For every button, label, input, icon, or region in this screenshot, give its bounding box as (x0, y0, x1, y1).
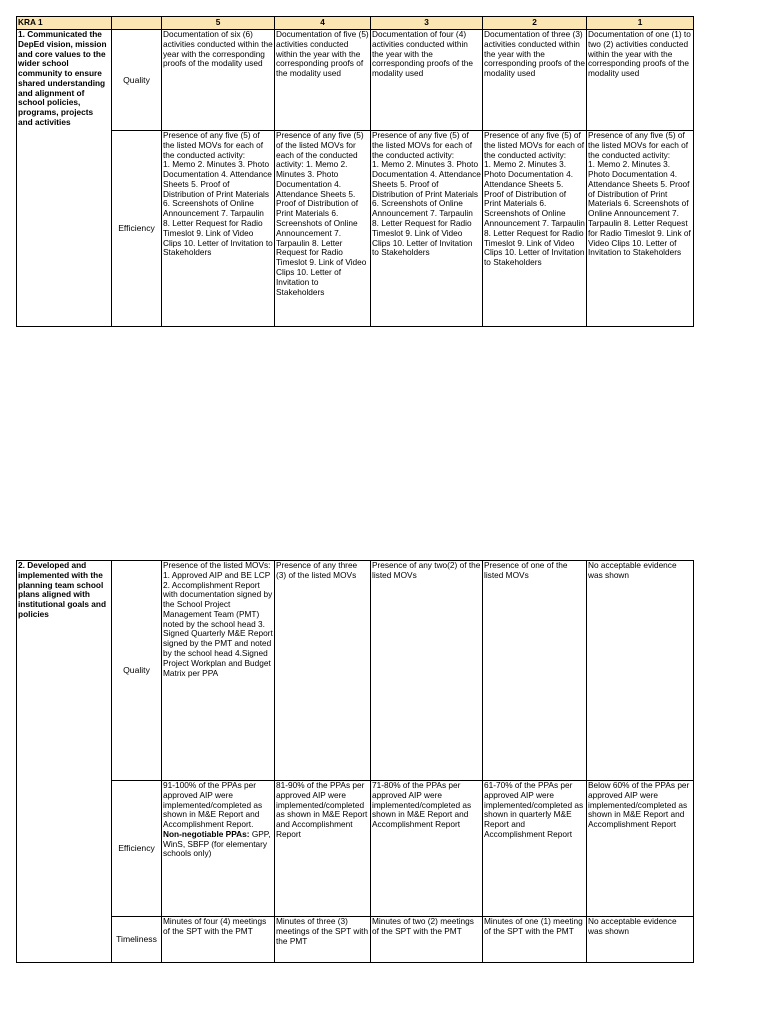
kra-label: KRA 1 (17, 17, 112, 30)
efficiency-score-4: Presence of any five (5) of the listed MOVs for each of the conducted activity: 1. Memo 2. Minutes 3. Photo Documentation 4. Attendance Sheets 5. Proof of Distribution of Print Materials 6. Screenshots of Online Announcement 7. Tarpaulin 8. Letter Request for Radio Timeslot 9. Link of Video Clips 10. Letter of Invitation to Stakeholders (275, 131, 371, 327)
dimension-timeliness: Timeliness (112, 917, 162, 963)
objective2-rubric-table (16, 560, 694, 963)
dimension-quality: Quality (112, 30, 162, 131)
quality-row (17, 30, 694, 131)
header-blank (112, 17, 162, 30)
non-negotiable-note: Non-negotiable PPAs: GPP, WinS, SBFP (for elementary schools only) (163, 828, 271, 859)
efficiency-score-3: Presence of any five (5) of the listed MOVs for each of the conducted activity: 1. Memo 2. Minutes 3. Photo Documentation 4. Attendance Sheets 5. Proof of Distribution of Print Materials 6. Screenshots of Online Announcement 7. Tarpaulin 8. Letter Request for Radio Timeslot 9. Link of Video Clips 10. Letter of Invitation to Stakeholders (371, 131, 483, 327)
efficiency-score-1: Below 60% of the PPAs per approved AIP were implemented/completed as shown in M&E Report and Accomplishment Report (587, 781, 694, 917)
efficiency-row (17, 131, 694, 327)
quality-score-5: Presence of the listed MOVs: 1. Approved AIP and BE LCP 2. Accomplishment Report with documentation signed by the School Project Management Team (PMT) noted by the school head 3. Signed Quarterly M&E Report signed by the PMT and noted by the school head 4.Signed Project Workplan and Budget Matrix per PPA (162, 561, 275, 781)
quality-score-1: Documentation of one (1) to two (2) activities conducted within the year with the corresponding proofs of the modality used (587, 30, 694, 131)
timeliness-score-1: No acceptable evidence was shown (587, 917, 694, 963)
header-row (17, 17, 694, 30)
efficiency-score-1: Presence of any five (5) of the listed MOVs for each of the conducted activity: 1. Memo 2. Minutes 3. Photo Documentation 4. Attendance Sheets 5. Proof of Distribution of Print Materials 6. Screenshots of Online Announcement 7. Tarpaulin 8. Letter Request for Radio Timeslot 9. Link of Video Clips 10. Letter of Invitation to Stakeholders (587, 131, 694, 327)
quality-score-2: Presence of one of the listed MOVs (483, 561, 587, 781)
timeliness-score-3: Minutes of two (2) meetings of the SPT with the PMT (371, 917, 483, 963)
quality-score-3: Documentation of four (4) activities conducted within the year with the corresponding proofs of the modality used (371, 30, 483, 131)
timeliness-row (17, 917, 694, 963)
score-2-header: 2 (483, 17, 587, 30)
efficiency-row (17, 781, 694, 917)
efficiency-score-2: Presence of any five (5) of the listed MOVs for each of the conducted activity: 1. Memo 2. Minutes 3. Photo Documentation 4. Attendance Sheets 5. Proof of Distribution of Print Materials 6. Screenshots of Online Announcement 7. Tarpaulin 8. Letter Request for Radio Timeslot 9. Link of Video Clips 10. Letter of Invitation to Stakeholders (483, 131, 587, 327)
quality-score-2: Documentation of three (3) activities conducted within the year with the corresponding proofs of the modality used (483, 30, 587, 131)
score-4-header: 4 (275, 17, 371, 30)
quality-score-1: No acceptable evidence was shown (587, 561, 694, 781)
quality-score-5: Documentation of six (6) activities conducted within the year with the corresponding proofs of the modality used (162, 30, 275, 131)
quality-score-3: Presence of any two(2) of the listed MOVs (371, 561, 483, 781)
timeliness-score-5: Minutes of four (4) meetings of the SPT with the PMT (162, 917, 275, 963)
objective-cell: 2. Developed and implemented with the planning team school plans aligned with institutional goals and policies (17, 561, 112, 963)
timeliness-score-4: Minutes of three (3) meetings of the SPT with the PMT (275, 917, 371, 963)
kra1-rubric-table (16, 16, 694, 327)
objective-cell: 1. Communicated the DepEd vision, mission and core values to the wider school community to ensure shared understanding and alignment of school policies, programs, projects and activities (17, 30, 112, 327)
dimension-efficiency: Efficiency (112, 131, 162, 327)
efficiency-score-5: 91-100% of the PPAs per approved AIP were implemented/completed as shown in M&E Report and Accomplishment Report. Non-negotiable PPAs: GPP, WinS, SBFP (for elementary schools only) (162, 781, 275, 917)
dimension-efficiency: Efficiency (112, 781, 162, 917)
dimension-quality: Quality (112, 561, 162, 781)
timeliness-score-2: Minutes of one (1) meeting of the SPT with the PMT (483, 917, 587, 963)
efficiency-score-5: Presence of any five (5) of the listed MOVs for each of the conducted activity: 1. Memo 2. Minutes 3. Photo Documentation 4. Attendance Sheets 5. Proof of Distribution of Print Materials 6. Screenshots of Online Announcement 7. Tarpaulin 8. Letter Request for Radio Timeslot 9. Link of Video Clips 10. Letter of Invitation to Stakeholders (162, 131, 275, 327)
score-1-header: 1 (587, 17, 694, 30)
score-5-header: 5 (162, 17, 275, 30)
quality-row (17, 561, 694, 781)
efficiency-score-4: 81-90% of the PPAs per approved AIP were implemented/completed as shown in M&E Report and Accomplishment Report (275, 781, 371, 917)
score-3-header: 3 (371, 17, 483, 30)
efficiency-score-2: 61-70% of the PPAs per approved AIP were implemented/completed as shown in quarterly M&E Report and Accomplishment Report (483, 781, 587, 917)
quality-score-4: Presence of any three (3) of the listed MOVs (275, 561, 371, 781)
efficiency-score-3: 71-80% of the PPAs per approved AIP were implemented/completed as shown in M&E Report and Accomplishment Report (371, 781, 483, 917)
quality-score-4: Documentation of five (5) activities conducted within the year with the corresponding proofs of the modality used (275, 30, 371, 131)
